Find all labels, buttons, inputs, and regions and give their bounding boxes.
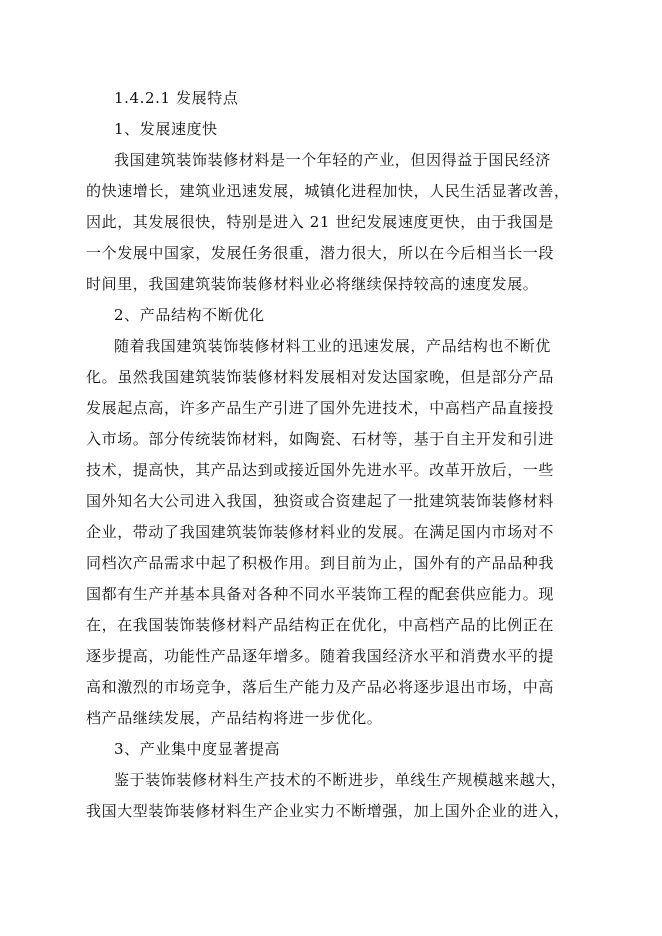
section-heading: 1.4.2.1 发展特点 bbox=[114, 89, 239, 107]
paragraph-line: 鉴于装饰装修材料生产技术的不断进步，单线生产规模越来越大， bbox=[114, 771, 567, 789]
subsection-title: 1、发展速度快 bbox=[114, 120, 218, 138]
paragraph-line: 入市场。部分传统装饰材料，如陶瓷、石材等，基于自主开发和引进 bbox=[86, 430, 555, 448]
subsection-title: 3、产业集中度显著提高 bbox=[114, 740, 281, 758]
paragraph-line: 我国建筑装饰装修材料是一个年轻的产业，但因得益于国民经济 bbox=[114, 151, 551, 169]
paragraph-line: 档产品继续发展，产品结构将进一步优化。 bbox=[86, 709, 383, 727]
paragraph-line: 企业，带动了我国建筑装饰装修材料业的发展。在满足国内市场对不 bbox=[86, 523, 555, 541]
paragraph-line: 的快速增长，建筑业迅速发展，城镇化进程加快，人民生活显著改善， bbox=[86, 182, 570, 200]
subsection-title: 2、产品结构不断优化 bbox=[114, 306, 265, 324]
paragraph-line: 国外知名大公司进入我国，独资或合资建起了一批建筑装饰装修材料 bbox=[86, 492, 555, 510]
paragraph-line: 技术，提高快，其产品达到或接近国外先进水平。改革开放后，一些 bbox=[86, 461, 555, 479]
paragraph-line: 我国大型装饰装修材料生产企业实力不断增强，加上国外企业的进入， bbox=[86, 802, 570, 820]
paragraph-line: 同档次产品需求中起了积极作用。到目前为止，国外有的产品品种我 bbox=[86, 554, 555, 572]
paragraph-line: 时间里，我国建筑装饰装修材料业必将继续保持较高的速度发展。 bbox=[86, 275, 539, 293]
paragraph-line: 国都有生产并基本具备对各种不同水平装饰工程的配套供应能力。现 bbox=[86, 585, 555, 603]
paragraph-line: 随着我国建筑装饰装修材料工业的迅速发展，产品结构也不断优 bbox=[114, 337, 551, 355]
paragraph-line: 化。虽然我国建筑装饰装修材料发展相对发达国家晚，但是部分产品 bbox=[86, 368, 555, 386]
paragraph-line: 一个发展中国家，发展任务很重，潜力很大，所以在今后相当长一段 bbox=[86, 244, 555, 262]
paragraph-line: 高和激烈的市场竞争，落后生产能力及产品必将逐步退出市场，中高 bbox=[86, 678, 555, 696]
paragraph-line: 因此，其发展很快，特别是进入 21 世纪发展速度更快，由于我国是 bbox=[86, 213, 554, 231]
paragraph-line: 发展起点高，许多产品生产引进了国外先进技术，中高档产品直接投 bbox=[86, 399, 555, 417]
paragraph-line: 在，在我国装饰装修材料产品结构正在优化，中高档产品的比例正在 bbox=[86, 616, 555, 634]
paragraph-line: 逐步提高，功能性产品逐年增多。随着我国经济水平和消费水平的提 bbox=[86, 647, 555, 665]
